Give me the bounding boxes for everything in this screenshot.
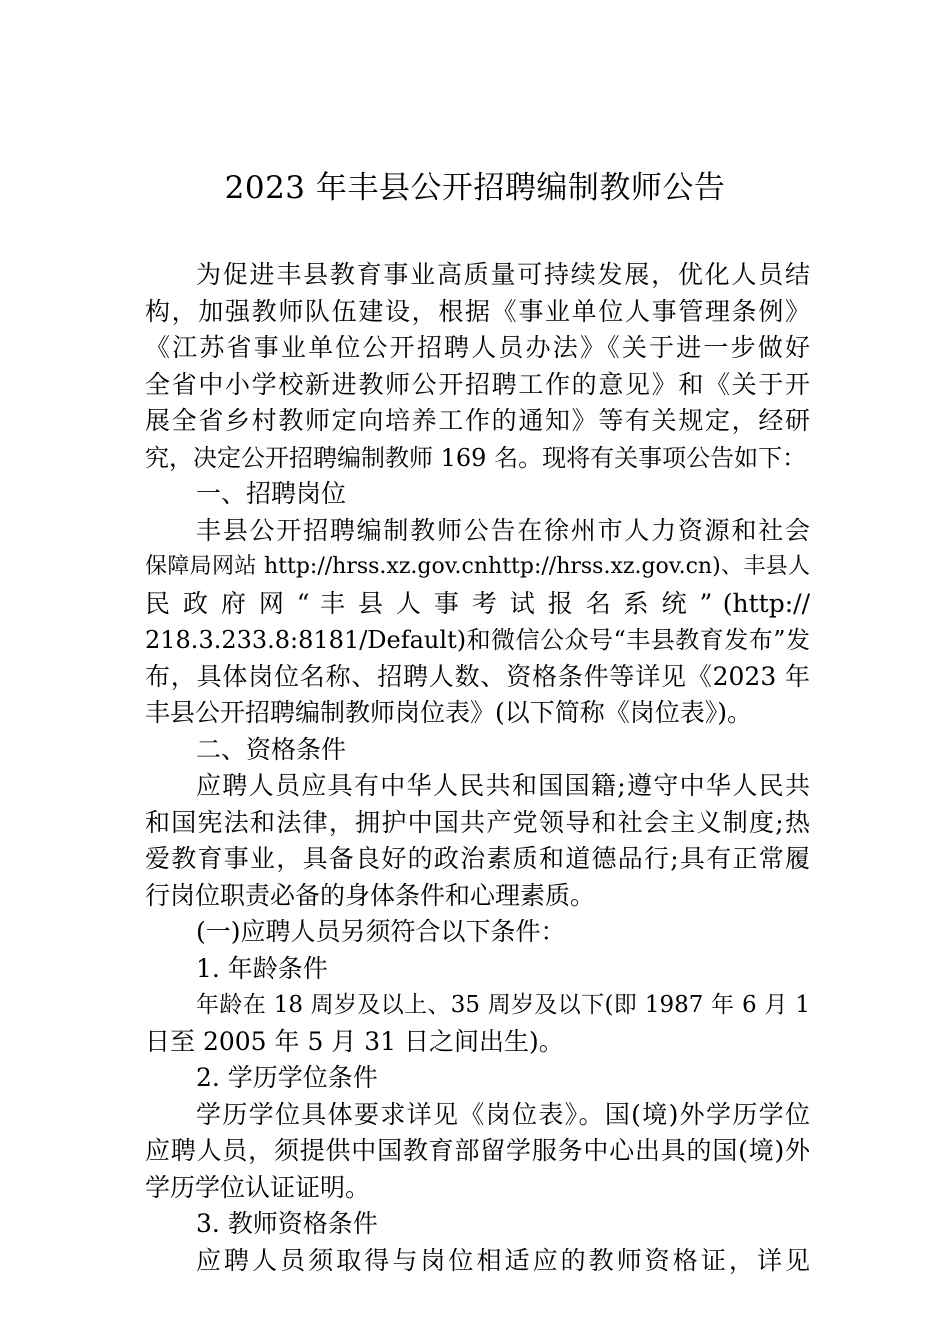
paragraph-line: 应聘人员须取得与岗位相适应的教师资格证，详见 (196, 1245, 810, 1275)
paragraph-line: 日至 2005 年 5 月 31 日之间出生)。 (145, 1026, 564, 1056)
document-title: 2023 年丰县公开招聘编制教师公告 (224, 170, 726, 206)
paragraph-line: 究，决定公开招聘编制教师 169 名。现将有关事项公告如下： (145, 443, 807, 472)
paragraph-line: 《江苏省事业单位公开招聘人员办法》《关于进一步做好 (145, 333, 810, 362)
paragraph-line: 二、资格条件 (196, 734, 347, 764)
paragraph-line: 和国宪法和法律，拥护中国共产党领导和社会主义制度;热 (145, 807, 810, 837)
paragraph-line: 一、招聘岗位 (196, 479, 347, 508)
paragraph-line: 行岗位职责必备的身体条件和心理素质。 (145, 880, 596, 910)
paragraph-line: 构，加强教师队伍建设，根据《事业单位人事管理条例》 (145, 296, 810, 326)
paragraph-line: 爱教育事业，具备良好的政治素质和道德品行;具有正常履 (145, 844, 810, 873)
document-body (145, 257, 810, 1279)
paragraph-line: 应聘人员，须提供中国教育部留学服务中心出具的国(境)外 (145, 1136, 810, 1165)
paragraph-line: 全省中小学校新进教师公开招聘工作的意见》和《关于开 (145, 369, 810, 399)
paragraph-line: 1. 年龄条件 (196, 953, 328, 983)
paragraph-line: 布，具体岗位名称、招聘人数、资格条件等详见《2023 年 (145, 661, 810, 691)
paragraph-line: 年龄在 18 周岁及以上、35 周岁及以下(即 1987 年 6 月 1 (196, 992, 810, 1018)
paragraph-line: 民 政 府 网 “ 丰 县 人 事 考 试 报 名 系 统 ” (http:// (145, 588, 810, 618)
paragraph-line: 丰县公开招聘编制教师公告在徐州市人力资源和社会 (196, 515, 810, 545)
paragraph-line: 学历学位具体要求详见《岗位表》。国(境)外学历学位 (196, 1099, 810, 1129)
paragraph-line: 3. 教师资格条件 (196, 1209, 378, 1238)
paragraph-line: 学历学位认证证明。 (145, 1172, 371, 1202)
paragraph-line: 展全省乡村教师定向培养工作的通知》等有关规定，经研 (145, 406, 810, 435)
paragraph-line: 为促进丰县教育事业高质量可持续发展，优化人员结 (196, 260, 810, 289)
paragraph-line: 218.3.233.8:8181/Default)和微信公众号“丰县教育发布”发 (145, 626, 810, 654)
paragraph-line: 应聘人员应具有中华人民共和国国籍;遵守中华人民共 (196, 771, 810, 800)
paragraph-line: 丰县公开招聘编制教师岗位表》(以下简称《岗位表》)。 (145, 698, 753, 727)
paragraph-line: (一)应聘人员另须符合以下条件： (196, 917, 566, 946)
paragraph-line: 保障局网站 http://hrss.xz.gov.cnhttp://hrss.xz.gov.cn)、丰县人 (145, 554, 810, 579)
paragraph-line: 2. 学历学位条件 (196, 1063, 378, 1092)
